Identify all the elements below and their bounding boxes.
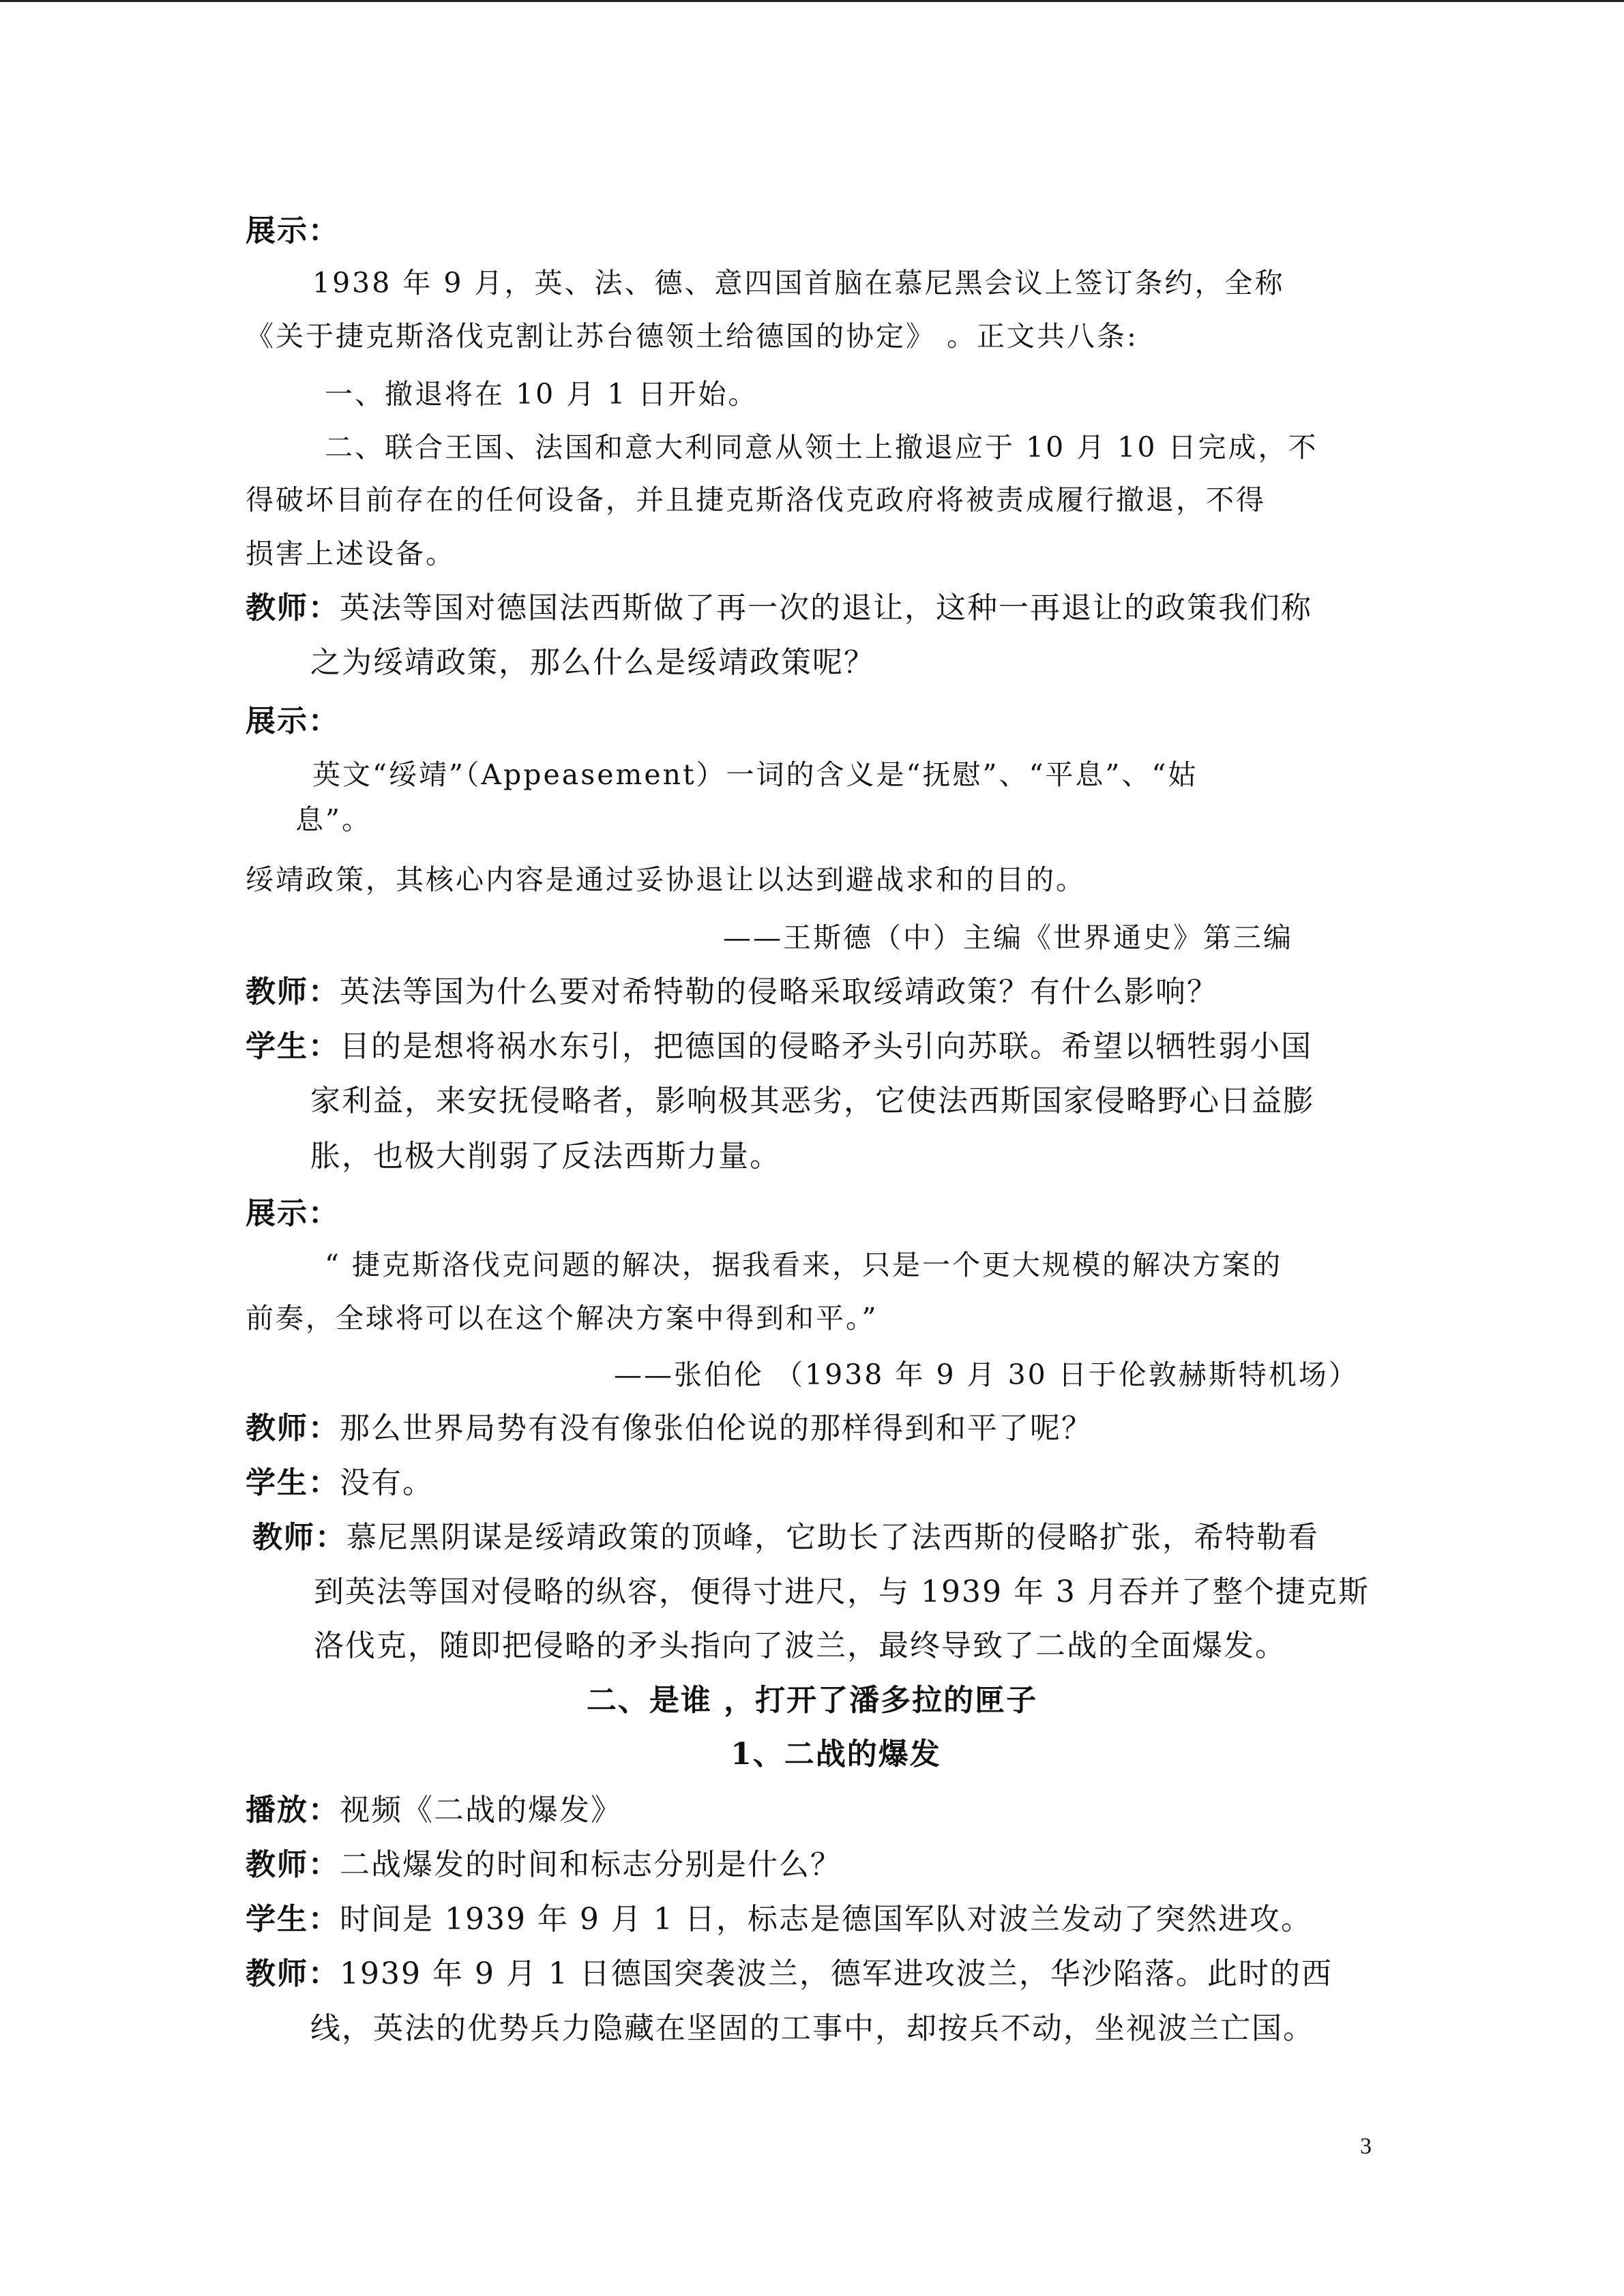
paragraph-line	[246, 1193, 340, 1234]
speaker-label: 学生：	[246, 1902, 340, 1937]
line-text: 英法等国对德国法西斯做了再一次的退让，这种一再退让的政策我们称	[340, 591, 1312, 625]
citation-line: ——王斯德（中）主编《世界通史》第三编	[723, 921, 1293, 954]
paragraph-line: 1938 年 9 月，英、法、德、意四国首脑在慕尼黑会议上签订条约，全称	[312, 267, 1285, 299]
line-text: 二战爆发的时间和标志分别是什么？	[340, 1847, 842, 1882]
subsection-heading: 1、二战的爆发	[730, 1737, 941, 1772]
section-heading: 二、是谁 ，打开了潘多拉的匣子	[586, 1683, 1038, 1718]
paragraph-line: 损害上述设备。	[246, 537, 456, 570]
paragraph-line	[252, 1517, 1319, 1558]
speaker-label: 教师：	[246, 1411, 340, 1446]
paragraph-line: 胀，也极大削弱了反法西斯力量。	[310, 1139, 781, 1174]
paragraph-line: 绥靖政策，其核心内容是通过妥协退让以达到避战求和的目的。	[246, 863, 1086, 896]
line-text: 英法等国为什么要对希特勒的侵略采取绥靖政策？有什么影响？	[340, 974, 1218, 1009]
paragraph-line	[246, 1790, 622, 1831]
paragraph-line: 洛伐克，随即把侵略的矛头指向了波兰，最终导致了二战的全面爆发。	[314, 1628, 1286, 1663]
page-number: 3	[1360, 2134, 1372, 2159]
paragraph-line	[246, 1408, 1093, 1449]
paragraph-line	[246, 1845, 842, 1885]
speaker-label: 展示：	[246, 704, 340, 739]
speaker-label: 学生：	[246, 1029, 340, 1064]
speaker-label: 教师：	[246, 1847, 340, 1882]
paragraph-line	[246, 211, 340, 252]
speaker-label: 展示：	[246, 1196, 340, 1231]
paragraph-line	[246, 1463, 434, 1504]
paragraph-line	[246, 1899, 1312, 1940]
paragraph-line: 一、撤退将在 10 月 1 日开始。	[325, 378, 758, 411]
line-text: 1939 年 9 月 1 日德国突袭波兰，德军进攻波兰，华沙陷落。此时的西	[340, 1956, 1333, 1991]
line-text: 时间是 1939 年 9 月 1 日，标志是德国军队对波兰发动了突然进攻。	[340, 1902, 1312, 1937]
speaker-label: 播放：	[246, 1793, 340, 1828]
paragraph-line: “ 捷克斯洛伐克问题的解决，据我看来，只是一个更大规模的解决方案的	[325, 1249, 1282, 1281]
paragraph-line: 得破坏目前存在的任何设备，并且捷克斯洛伐克政府将被责成履行撤退，不得	[246, 483, 1266, 516]
paragraph-line: 之为绥靖政策，那么什么是绥靖政策呢？	[310, 645, 875, 680]
paragraph-line: 线，英法的优势兵力隐藏在坚固的工事中，却按兵不动，坐视波兰亡国。	[310, 2011, 1314, 2046]
paragraph-line: 二、联合王国、法国和意大利同意从领土上撤退应于 10 月 10 日完成，不	[325, 431, 1318, 464]
line-text: 慕尼黑阴谋是绥靖政策的顶峰，它助长了法西斯的侵略扩张，希特勒看	[346, 1520, 1319, 1555]
paragraph-line: 英文“绥靖”（Appeasement）一词的含义是“抚慰”、“平息”、“姑	[312, 758, 1198, 791]
speaker-label: 展示：	[246, 213, 340, 248]
line-text: 目的是想将祸水东引，把德国的侵略矛头引向苏联。希望以牺牲弱小国	[340, 1029, 1312, 1064]
paragraph-line: 前奏，全球将可以在这个解决方案中得到和平。”	[246, 1302, 879, 1335]
paragraph-line	[246, 1026, 1312, 1067]
citation-line: ——张伯伦 （1938 年 9 月 30 日于伦敦赫斯特机场）	[614, 1358, 1359, 1391]
paragraph-line	[246, 701, 340, 742]
paragraph-line: 家利益，来安抚侵略者，影响极其恶劣，它使法西斯国家侵略野心日益膨	[310, 1084, 1314, 1118]
top-border-line	[0, 0, 1624, 2]
line-text: 那么世界局势有没有像张伯伦说的那样得到和平了呢？	[340, 1411, 1093, 1446]
paragraph-line	[246, 588, 1312, 629]
speaker-label: 教师：	[246, 591, 340, 625]
paragraph-line	[246, 972, 1218, 1013]
speaker-label: 教师：	[246, 974, 340, 1009]
paragraph-line: 息”。	[295, 803, 372, 836]
paragraph-line	[246, 1954, 1333, 1995]
paragraph-line: 《关于捷克斯洛伐克割让苏台德领土给德国的协定》 。正文共八条:	[246, 320, 1138, 353]
line-text: 视频《二战的爆发》	[340, 1793, 622, 1828]
speaker-label: 教师：	[246, 1956, 340, 1991]
speaker-label: 教师：	[252, 1520, 346, 1555]
speaker-label: 学生：	[246, 1465, 340, 1500]
line-text: 没有。	[340, 1465, 434, 1500]
paragraph-line: 到英法等国对侵略的纵容，便得寸进尺，与 1939 年 3 月吞并了整个捷克斯	[314, 1575, 1370, 1609]
